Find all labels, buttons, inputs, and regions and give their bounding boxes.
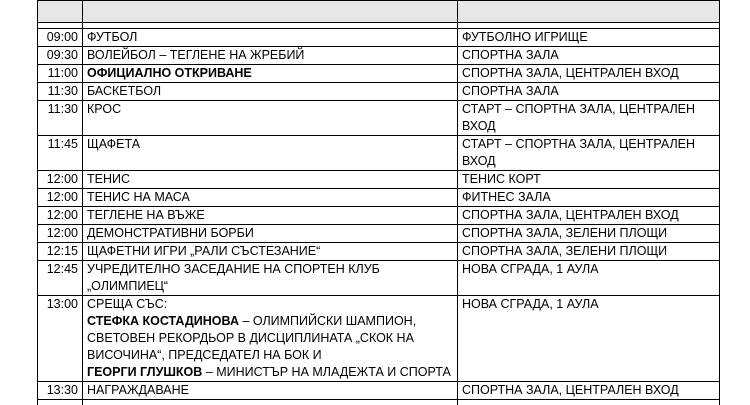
table-row bbox=[38, 189, 720, 207]
meeting-line bbox=[87, 330, 453, 347]
time-cell: 11:00 bbox=[38, 65, 83, 83]
event-cell bbox=[83, 400, 458, 405]
time-cell bbox=[38, 400, 83, 405]
venue-cell: НОВА СГРАДА, 1 АУЛА bbox=[458, 261, 720, 296]
guest-title: – МИНИСТЪР НА МЛАДЕЖТА И СПОРТА bbox=[202, 365, 451, 379]
event-cell: ТЕНИС НА МАСА bbox=[83, 189, 458, 207]
table-row bbox=[38, 382, 720, 400]
time-cell: 09:30 bbox=[38, 47, 83, 65]
event-cell: ВОЛЕЙБОЛ – ТЕГЛЕНЕ НА ЖРЕБИЙ bbox=[83, 47, 458, 65]
guest-title: СВЕТОВЕН РЕКОРДЬОР В ДИСЦИПЛИНАТА „СКОК НА bbox=[87, 331, 414, 345]
event-cell: ОФИЦИАЛНО ОТКРИВАНЕ bbox=[83, 65, 458, 83]
table-row bbox=[38, 65, 720, 83]
venue-cell: ФИТНЕС ЗАЛА bbox=[458, 189, 720, 207]
time-cell: 12:00 bbox=[38, 189, 83, 207]
meeting-line bbox=[87, 364, 453, 381]
venue-cell: ТЕНИС КОРТ bbox=[458, 171, 720, 189]
table-row bbox=[38, 243, 720, 261]
venue-cell: НОВА СГРАДА, 1 АУЛА bbox=[458, 296, 720, 382]
venue-cell bbox=[458, 400, 720, 405]
time-cell: 11:30 bbox=[38, 83, 83, 101]
event-cell: ЩАФЕТА bbox=[83, 136, 458, 171]
event-cell bbox=[83, 296, 458, 382]
event-cell: УЧРЕДИТЕЛНО ЗАСЕДАНИЕ НА СПОРТЕН КЛУБ „ОЛИМПИЕЦ“ bbox=[83, 261, 458, 296]
header-cell-event bbox=[83, 1, 458, 23]
guest-title: ВИСОЧИНА“, ПРЕДСЕДАТЕЛ НА БОК И bbox=[87, 348, 322, 362]
table-row bbox=[38, 101, 720, 136]
event-cell: БАСКЕТБОЛ bbox=[83, 83, 458, 101]
table-row bbox=[38, 171, 720, 189]
time-cell: 12:00 bbox=[38, 171, 83, 189]
table-row bbox=[38, 207, 720, 225]
venue-cell: СПОРТНА ЗАЛА bbox=[458, 47, 720, 65]
guest-title: – ОЛИМПИЙСКИ ШАМПИОН, bbox=[238, 314, 417, 328]
meeting-line bbox=[87, 296, 453, 313]
event-cell: ЩАФЕТНИ ИГРИ „РАЛИ СЪСТЕЗАНИЕ“ bbox=[83, 243, 458, 261]
guest-name: ГЕОРГИ ГЛУШКОВ bbox=[87, 365, 203, 379]
table-row bbox=[38, 225, 720, 243]
event-cell: КРОС bbox=[83, 101, 458, 136]
event-cell: ТЕНИС bbox=[83, 171, 458, 189]
venue-cell: СПОРТНА ЗАЛА, ЦЕНТРАЛЕН ВХОД bbox=[458, 65, 720, 83]
table-row bbox=[38, 83, 720, 101]
time-cell: 11:45 bbox=[38, 136, 83, 171]
table-row bbox=[38, 296, 720, 382]
table-row bbox=[38, 400, 720, 405]
table-row bbox=[38, 136, 720, 171]
time-cell: 11:30 bbox=[38, 101, 83, 136]
header-cell-venue bbox=[458, 1, 720, 23]
venue-cell: СТАРТ – СПОРТНА ЗАЛА, ЦЕНТРАЛЕН ВХОД bbox=[458, 136, 720, 171]
header-cell-time bbox=[38, 1, 83, 23]
time-cell: 12:15 bbox=[38, 243, 83, 261]
event-cell: ФУТБОЛ bbox=[83, 29, 458, 47]
event-cell: ДЕМОНСТРАТИВНИ БОРБИ bbox=[83, 225, 458, 243]
time-cell: 09:00 bbox=[38, 29, 83, 47]
table-row bbox=[38, 47, 720, 65]
time-cell: 13:00 bbox=[38, 296, 83, 382]
event-cell: НАГРАЖДАВАНЕ bbox=[83, 382, 458, 400]
venue-cell: СПОРТНА ЗАЛА, ЦЕНТРАЛЕН ВХОД bbox=[458, 382, 720, 400]
time-cell: 12:00 bbox=[38, 207, 83, 225]
event-cell: ТЕГЛЕНЕ НА ВЪЖЕ bbox=[83, 207, 458, 225]
table-row bbox=[38, 29, 720, 47]
time-cell: 13:30 bbox=[38, 382, 83, 400]
schedule-table bbox=[37, 0, 720, 405]
table-row bbox=[38, 261, 720, 296]
meeting-intro: СРЕЩА СЪС: bbox=[87, 297, 168, 311]
venue-cell: СПОРТНА ЗАЛА, ЗЕЛЕНИ ПЛОЩИ bbox=[458, 225, 720, 243]
venue-cell: СПОРТНА ЗАЛА bbox=[458, 83, 720, 101]
guest-name: СТЕФКА КОСТАДИНОВА bbox=[87, 314, 239, 328]
header-row bbox=[38, 1, 720, 23]
venue-cell: СПОРТНА ЗАЛА, ЦЕНТРАЛЕН ВХОД bbox=[458, 207, 720, 225]
venue-cell: ФУТБОЛНО ИГРИЩЕ bbox=[458, 29, 720, 47]
time-cell: 12:00 bbox=[38, 225, 83, 243]
venue-cell: СТАРТ – СПОРТНА ЗАЛА, ЦЕНТРАЛЕН ВХОД bbox=[458, 101, 720, 136]
time-cell: 12:45 bbox=[38, 261, 83, 296]
venue-cell: СПОРТНА ЗАЛА, ЗЕЛЕНИ ПЛОЩИ bbox=[458, 243, 720, 261]
meeting-line bbox=[87, 313, 453, 330]
meeting-line bbox=[87, 347, 453, 364]
